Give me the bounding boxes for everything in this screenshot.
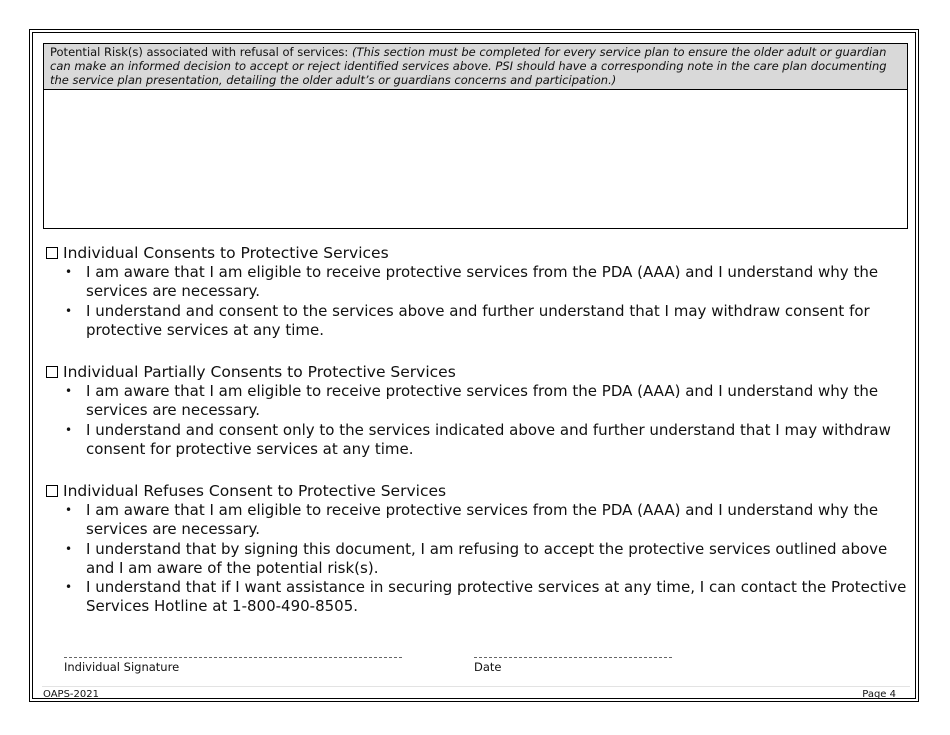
partial-consent-title: Individual Partially Consents to Protective Services <box>63 363 456 381</box>
list-item: • I understand that by signing this document, I am refusing to accept the protective services outlined above and I am aware of the potential risk(s). <box>44 540 914 579</box>
list-item: • I understand and consent to the services above and further understand that I may withdraw consent for protective services at any time. <box>44 302 914 341</box>
consent-section <box>44 244 914 340</box>
risk-text-area[interactable] <box>44 90 907 229</box>
date-line[interactable] <box>474 657 672 658</box>
list-item: • I am aware that I am eligible to receive protective services from the PDA (AAA) and I understand why the services are necessary. <box>44 263 914 302</box>
risk-section <box>43 43 908 229</box>
consent-bullets <box>44 263 914 340</box>
list-item: • I am aware that I am eligible to receive protective services from the PDA (AAA) and I understand why the services are necessary. <box>44 501 914 540</box>
refuse-consent-checkbox[interactable] <box>46 485 58 497</box>
partial-consent-section <box>44 363 914 459</box>
risk-header <box>44 44 907 90</box>
form-id: OAPS-2021 <box>43 689 99 700</box>
list-item: • I understand and consent only to the services indicated above and further understand that I may withdraw consent for protective services at any time. <box>44 421 914 460</box>
refuse-consent-bullets <box>44 501 914 617</box>
list-item: • I am aware that I am eligible to receive protective services from the PDA (AAA) and I understand why the services are necessary. <box>44 382 914 421</box>
partial-consent-bullets <box>44 382 914 459</box>
date-label: Date <box>474 660 502 674</box>
partial-consent-checkbox[interactable] <box>46 366 58 378</box>
signature-label: Individual Signature <box>64 660 180 674</box>
refuse-consent-section <box>44 482 914 617</box>
risk-instructions: (This section must be completed for every service plan to ensure the older adult or guardian can make an informed decision to accept or reject identified services above. PSI should have a corresponding note in the care plan documenting the service plan presentation, detailing the older adult’s or guardians concerns and participation.) <box>50 45 887 87</box>
consent-checkbox[interactable] <box>46 247 58 259</box>
list-item: • I understand that if I want assistance in securing protective services at any time, I can contact the Protective Services Hotline at 1-800-490-8505. <box>44 578 914 617</box>
consent-title: Individual Consents to Protective Services <box>63 244 389 262</box>
refuse-consent-title: Individual Refuses Consent to Protective Services <box>63 482 447 500</box>
risk-lead: Potential Risk(s) associated with refusal of services: <box>50 45 349 59</box>
signature-line[interactable] <box>64 657 402 658</box>
footer-divider <box>42 686 910 687</box>
page-number: Page 4 <box>862 689 896 700</box>
